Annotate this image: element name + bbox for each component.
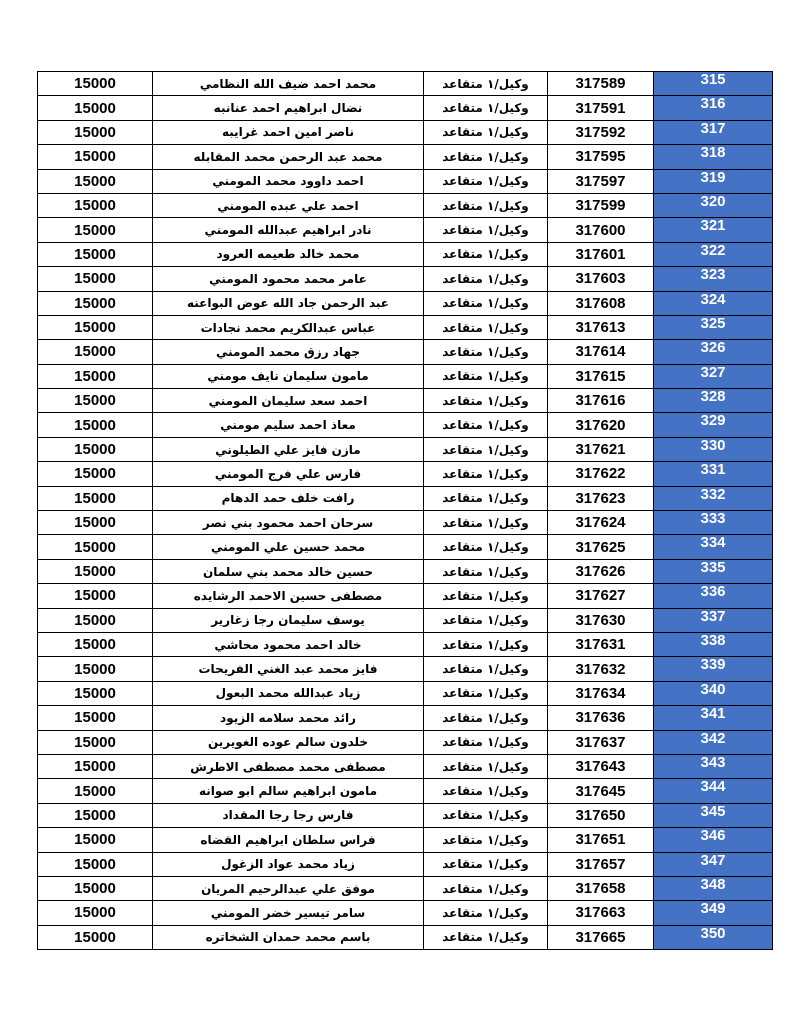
sequence-number-cell: 323 bbox=[654, 267, 773, 291]
amount-cell: 15000 bbox=[38, 559, 153, 583]
rank-cell: وكيل/١ متقاعد bbox=[424, 535, 548, 559]
rank-cell: وكيل/١ متقاعد bbox=[424, 120, 548, 144]
amount-cell: 15000 bbox=[38, 535, 153, 559]
amount-cell: 15000 bbox=[38, 72, 153, 96]
sequence-number-cell: 321 bbox=[654, 218, 773, 242]
amount-cell: 15000 bbox=[38, 340, 153, 364]
table-row bbox=[38, 608, 773, 632]
table-row bbox=[38, 706, 773, 730]
id-number-cell: 317595 bbox=[548, 145, 654, 169]
name-cell: حسين خالد محمد بني سلمان bbox=[153, 559, 424, 583]
rank-cell: وكيل/١ متقاعد bbox=[424, 413, 548, 437]
table-row bbox=[38, 632, 773, 656]
sequence-number-cell: 334 bbox=[654, 535, 773, 559]
amount-cell: 15000 bbox=[38, 852, 153, 876]
name-cell: عبد الرحمن جاد الله عوض البواعنه bbox=[153, 291, 424, 315]
sequence-number-cell: 327 bbox=[654, 364, 773, 388]
name-cell: خلدون سالم عوده الغويرين bbox=[153, 730, 424, 754]
rank-cell: وكيل/١ متقاعد bbox=[424, 389, 548, 413]
table-row bbox=[38, 389, 773, 413]
table-row bbox=[38, 267, 773, 291]
amount-cell: 15000 bbox=[38, 96, 153, 120]
table-row bbox=[38, 413, 773, 437]
rank-cell: وكيل/١ متقاعد bbox=[424, 925, 548, 949]
rank-cell: وكيل/١ متقاعد bbox=[424, 96, 548, 120]
table-row bbox=[38, 364, 773, 388]
name-cell: مصطفى محمد مصطفى الاطرش bbox=[153, 754, 424, 778]
table-row bbox=[38, 291, 773, 315]
rank-cell: وكيل/١ متقاعد bbox=[424, 730, 548, 754]
table-row bbox=[38, 169, 773, 193]
table-row bbox=[38, 803, 773, 827]
name-cell: مامون ابراهيم سالم ابو صوانه bbox=[153, 779, 424, 803]
amount-cell: 15000 bbox=[38, 657, 153, 681]
table-row bbox=[38, 511, 773, 535]
amount-cell: 15000 bbox=[38, 169, 153, 193]
id-number-cell: 317631 bbox=[548, 632, 654, 656]
rank-cell: وكيل/١ متقاعد bbox=[424, 462, 548, 486]
amount-cell: 15000 bbox=[38, 828, 153, 852]
table-row bbox=[38, 486, 773, 510]
name-cell: فايز محمد عبد الغني الفريحات bbox=[153, 657, 424, 681]
id-number-cell: 317645 bbox=[548, 779, 654, 803]
amount-cell: 15000 bbox=[38, 754, 153, 778]
rank-cell: وكيل/١ متقاعد bbox=[424, 511, 548, 535]
name-cell: مامون سليمان نايف مومني bbox=[153, 364, 424, 388]
sequence-number-cell: 329 bbox=[654, 413, 773, 437]
table-row bbox=[38, 462, 773, 486]
name-cell: عباس عبدالكريم محمد نجادات bbox=[153, 315, 424, 339]
sequence-number-cell: 344 bbox=[654, 779, 773, 803]
sequence-number-cell: 348 bbox=[654, 876, 773, 900]
id-number-cell: 317592 bbox=[548, 120, 654, 144]
rank-cell: وكيل/١ متقاعد bbox=[424, 145, 548, 169]
id-number-cell: 317634 bbox=[548, 681, 654, 705]
name-cell: فراس سلطان ابراهيم القضاه bbox=[153, 828, 424, 852]
id-number-cell: 317630 bbox=[548, 608, 654, 632]
id-number-cell: 317658 bbox=[548, 876, 654, 900]
records-table-body bbox=[38, 72, 773, 950]
sequence-number-cell: 319 bbox=[654, 169, 773, 193]
amount-cell: 15000 bbox=[38, 462, 153, 486]
amount-cell: 15000 bbox=[38, 267, 153, 291]
id-number-cell: 317616 bbox=[548, 389, 654, 413]
table-row bbox=[38, 779, 773, 803]
sequence-number-cell: 331 bbox=[654, 462, 773, 486]
sequence-number-cell: 330 bbox=[654, 437, 773, 461]
amount-cell: 15000 bbox=[38, 584, 153, 608]
name-cell: زياد محمد عواد الزغول bbox=[153, 852, 424, 876]
name-cell: مصطفى حسين الاحمد الرشايده bbox=[153, 584, 424, 608]
rank-cell: وكيل/١ متقاعد bbox=[424, 828, 548, 852]
table-row bbox=[38, 315, 773, 339]
rank-cell: وكيل/١ متقاعد bbox=[424, 681, 548, 705]
table-row bbox=[38, 145, 773, 169]
records-table bbox=[37, 71, 773, 950]
rank-cell: وكيل/١ متقاعد bbox=[424, 340, 548, 364]
sequence-number-cell: 317 bbox=[654, 120, 773, 144]
sequence-number-cell: 326 bbox=[654, 340, 773, 364]
sequence-number-cell: 318 bbox=[654, 145, 773, 169]
name-cell: فارس رجا رجا المقداد bbox=[153, 803, 424, 827]
rank-cell: وكيل/١ متقاعد bbox=[424, 876, 548, 900]
id-number-cell: 317627 bbox=[548, 584, 654, 608]
name-cell: معاذ احمد سليم مومني bbox=[153, 413, 424, 437]
sequence-number-cell: 341 bbox=[654, 706, 773, 730]
sequence-number-cell: 343 bbox=[654, 754, 773, 778]
sequence-number-cell: 324 bbox=[654, 291, 773, 315]
name-cell: خالد احمد محمود محاشي bbox=[153, 632, 424, 656]
sequence-number-cell: 339 bbox=[654, 657, 773, 681]
name-cell: محمد حسين علي المومني bbox=[153, 535, 424, 559]
id-number-cell: 317613 bbox=[548, 315, 654, 339]
rank-cell: وكيل/١ متقاعد bbox=[424, 364, 548, 388]
rank-cell: وكيل/١ متقاعد bbox=[424, 193, 548, 217]
id-number-cell: 317615 bbox=[548, 364, 654, 388]
name-cell: سرحان احمد محمود بني نصر bbox=[153, 511, 424, 535]
id-number-cell: 317636 bbox=[548, 706, 654, 730]
id-number-cell: 317603 bbox=[548, 267, 654, 291]
name-cell: ناصر امين احمد غرايبه bbox=[153, 120, 424, 144]
table-row bbox=[38, 437, 773, 461]
name-cell: يوسف سليمان رجا زغارير bbox=[153, 608, 424, 632]
amount-cell: 15000 bbox=[38, 218, 153, 242]
id-number-cell: 317663 bbox=[548, 901, 654, 925]
sequence-number-cell: 346 bbox=[654, 828, 773, 852]
amount-cell: 15000 bbox=[38, 145, 153, 169]
table-row bbox=[38, 72, 773, 96]
amount-cell: 15000 bbox=[38, 315, 153, 339]
id-number-cell: 317589 bbox=[548, 72, 654, 96]
table-row bbox=[38, 193, 773, 217]
name-cell: محمد احمد ضيف الله النظامي bbox=[153, 72, 424, 96]
amount-cell: 15000 bbox=[38, 193, 153, 217]
sequence-number-cell: 342 bbox=[654, 730, 773, 754]
sequence-number-cell: 316 bbox=[654, 96, 773, 120]
rank-cell: وكيل/١ متقاعد bbox=[424, 584, 548, 608]
table-row bbox=[38, 559, 773, 583]
sequence-number-cell: 345 bbox=[654, 803, 773, 827]
rank-cell: وكيل/١ متقاعد bbox=[424, 437, 548, 461]
rank-cell: وكيل/١ متقاعد bbox=[424, 559, 548, 583]
rank-cell: وكيل/١ متقاعد bbox=[424, 852, 548, 876]
table-row bbox=[38, 657, 773, 681]
amount-cell: 15000 bbox=[38, 632, 153, 656]
name-cell: احمد داوود محمد المومني bbox=[153, 169, 424, 193]
name-cell: محمد عبد الرحمن محمد المقابله bbox=[153, 145, 424, 169]
name-cell: سامر تيسير خضر المومني bbox=[153, 901, 424, 925]
id-number-cell: 317632 bbox=[548, 657, 654, 681]
amount-cell: 15000 bbox=[38, 291, 153, 315]
table-row bbox=[38, 901, 773, 925]
rank-cell: وكيل/١ متقاعد bbox=[424, 632, 548, 656]
amount-cell: 15000 bbox=[38, 681, 153, 705]
name-cell: موفق علي عبدالرحيم المريان bbox=[153, 876, 424, 900]
name-cell: جهاد رزق محمد المومني bbox=[153, 340, 424, 364]
name-cell: رافت خلف حمد الدهام bbox=[153, 486, 424, 510]
id-number-cell: 317637 bbox=[548, 730, 654, 754]
id-number-cell: 317601 bbox=[548, 242, 654, 266]
amount-cell: 15000 bbox=[38, 364, 153, 388]
sequence-number-cell: 328 bbox=[654, 389, 773, 413]
id-number-cell: 317651 bbox=[548, 828, 654, 852]
id-number-cell: 317657 bbox=[548, 852, 654, 876]
amount-cell: 15000 bbox=[38, 437, 153, 461]
name-cell: زياد عبدالله محمد البعول bbox=[153, 681, 424, 705]
rank-cell: وكيل/١ متقاعد bbox=[424, 657, 548, 681]
amount-cell: 15000 bbox=[38, 413, 153, 437]
table-row bbox=[38, 852, 773, 876]
name-cell: عامر محمد محمود المومني bbox=[153, 267, 424, 291]
sequence-number-cell: 340 bbox=[654, 681, 773, 705]
amount-cell: 15000 bbox=[38, 706, 153, 730]
rank-cell: وكيل/١ متقاعد bbox=[424, 901, 548, 925]
sequence-number-cell: 349 bbox=[654, 901, 773, 925]
table-row bbox=[38, 754, 773, 778]
name-cell: نضال ابراهيم احمد عنانبه bbox=[153, 96, 424, 120]
sequence-number-cell: 315 bbox=[654, 72, 773, 96]
table-row bbox=[38, 730, 773, 754]
rank-cell: وكيل/١ متقاعد bbox=[424, 706, 548, 730]
table-row bbox=[38, 876, 773, 900]
amount-cell: 15000 bbox=[38, 730, 153, 754]
id-number-cell: 317620 bbox=[548, 413, 654, 437]
amount-cell: 15000 bbox=[38, 511, 153, 535]
sequence-number-cell: 336 bbox=[654, 584, 773, 608]
sequence-number-cell: 335 bbox=[654, 559, 773, 583]
sequence-number-cell: 333 bbox=[654, 511, 773, 535]
rank-cell: وكيل/١ متقاعد bbox=[424, 803, 548, 827]
rank-cell: وكيل/١ متقاعد bbox=[424, 291, 548, 315]
id-number-cell: 317600 bbox=[548, 218, 654, 242]
rank-cell: وكيل/١ متقاعد bbox=[424, 218, 548, 242]
id-number-cell: 317591 bbox=[548, 96, 654, 120]
sequence-number-cell: 325 bbox=[654, 315, 773, 339]
sequence-number-cell: 337 bbox=[654, 608, 773, 632]
id-number-cell: 317622 bbox=[548, 462, 654, 486]
amount-cell: 15000 bbox=[38, 120, 153, 144]
id-number-cell: 317650 bbox=[548, 803, 654, 827]
sequence-number-cell: 322 bbox=[654, 242, 773, 266]
rank-cell: وكيل/١ متقاعد bbox=[424, 779, 548, 803]
amount-cell: 15000 bbox=[38, 876, 153, 900]
table-row bbox=[38, 242, 773, 266]
rank-cell: وكيل/١ متقاعد bbox=[424, 267, 548, 291]
amount-cell: 15000 bbox=[38, 925, 153, 949]
name-cell: باسم محمد حمدان الشخاتره bbox=[153, 925, 424, 949]
table-row bbox=[38, 535, 773, 559]
table-row bbox=[38, 218, 773, 242]
id-number-cell: 317621 bbox=[548, 437, 654, 461]
rank-cell: وكيل/١ متقاعد bbox=[424, 754, 548, 778]
amount-cell: 15000 bbox=[38, 242, 153, 266]
amount-cell: 15000 bbox=[38, 803, 153, 827]
name-cell: نادر ابراهيم عبدالله المومني bbox=[153, 218, 424, 242]
sequence-number-cell: 350 bbox=[654, 925, 773, 949]
amount-cell: 15000 bbox=[38, 486, 153, 510]
name-cell: مازن فايز علي الطيلوني bbox=[153, 437, 424, 461]
id-number-cell: 317625 bbox=[548, 535, 654, 559]
table-row bbox=[38, 681, 773, 705]
id-number-cell: 317608 bbox=[548, 291, 654, 315]
table-row bbox=[38, 96, 773, 120]
rank-cell: وكيل/١ متقاعد bbox=[424, 486, 548, 510]
sequence-number-cell: 332 bbox=[654, 486, 773, 510]
name-cell: محمد خالد طعيمه العرود bbox=[153, 242, 424, 266]
rank-cell: وكيل/١ متقاعد bbox=[424, 315, 548, 339]
sequence-number-cell: 347 bbox=[654, 852, 773, 876]
id-number-cell: 317643 bbox=[548, 754, 654, 778]
id-number-cell: 317599 bbox=[548, 193, 654, 217]
id-number-cell: 317665 bbox=[548, 925, 654, 949]
table-row bbox=[38, 120, 773, 144]
sequence-number-cell: 338 bbox=[654, 632, 773, 656]
amount-cell: 15000 bbox=[38, 608, 153, 632]
table-row bbox=[38, 925, 773, 949]
rank-cell: وكيل/١ متقاعد bbox=[424, 72, 548, 96]
rank-cell: وكيل/١ متقاعد bbox=[424, 608, 548, 632]
id-number-cell: 317624 bbox=[548, 511, 654, 535]
amount-cell: 15000 bbox=[38, 901, 153, 925]
name-cell: فارس علي فرج المومني bbox=[153, 462, 424, 486]
rank-cell: وكيل/١ متقاعد bbox=[424, 169, 548, 193]
amount-cell: 15000 bbox=[38, 779, 153, 803]
amount-cell: 15000 bbox=[38, 389, 153, 413]
sequence-number-cell: 320 bbox=[654, 193, 773, 217]
name-cell: احمد سعد سليمان المومني bbox=[153, 389, 424, 413]
table-row bbox=[38, 340, 773, 364]
name-cell: احمد علي عبده المومني bbox=[153, 193, 424, 217]
id-number-cell: 317623 bbox=[548, 486, 654, 510]
id-number-cell: 317626 bbox=[548, 559, 654, 583]
rank-cell: وكيل/١ متقاعد bbox=[424, 242, 548, 266]
table-row bbox=[38, 828, 773, 852]
name-cell: رائد محمد سلامه الزيود bbox=[153, 706, 424, 730]
table-row bbox=[38, 584, 773, 608]
id-number-cell: 317597 bbox=[548, 169, 654, 193]
id-number-cell: 317614 bbox=[548, 340, 654, 364]
